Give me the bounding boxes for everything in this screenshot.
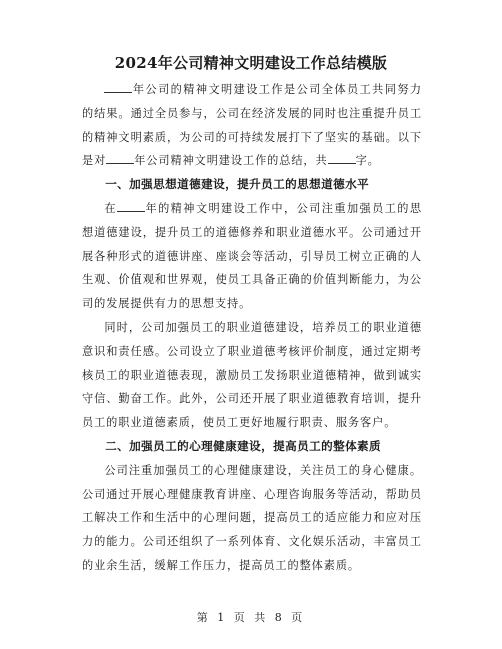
blank-line xyxy=(328,153,356,164)
section-1-paragraph-1 xyxy=(82,197,422,316)
section-1-p1-post: 年的精神文明建设工作中，公司注重加强员工的思想道德建设，提升员工的道德修养和职业道德水平。公司通过开展各种形式的道德讲座、座谈会等活动，引导员工树立正确的人生观、价值观和世界观，使员工具备正确的价值判断能力，为公司的发展提供有力的思想支持。 xyxy=(82,201,422,311)
section-1-heading: 一、加强思想道德建设，提升员工的思想道德水平 xyxy=(105,177,370,192)
section-1-paragraph-2: 同时，公司加强员工的职业道德建设，培养员工的职业道德意识和责任感。公司设立了职业道德考核评价制度，通过定期考核员工的职业道德表现，激励员工发扬职业道德精神，做到诚实守信、勤奋工作。此外，公司还开展了职业道德教育培训，提升员工的职业道德素质，使员工更好地履行职责、服务客户。 xyxy=(82,320,422,430)
section-1-p1-pre: 在 xyxy=(104,201,117,215)
blank-line xyxy=(106,153,134,164)
section-2-paragraph-1: 公司注重加强员工的心理健康建设，关注员工的身心健康。公司通过开展心理健康教育讲座、心理咨询服务等活动，帮助员工解决工作和生活中的心理问题，提高员工的适应能力和应对压力的能力。公司还组织了一系列体育、文化娱乐活动，丰富员工的业余生活，缓解工作压力，提高员工的整体素质。 xyxy=(82,463,422,572)
intro-text-3: 字。 xyxy=(355,154,380,168)
intro-text-1: 年公司的精神文明建设工作是公司全体员工共同努力的结果。通过全员参与，公司在经济发展的同时也注重提升员工的精神文明素质，为公司的可持续发展打下了坚实的基础。以下是对 xyxy=(82,83,422,168)
section-2-heading: 二、加强员工的心理健康建设，提高员工的整体素质 xyxy=(105,438,382,453)
blank-line xyxy=(104,82,132,93)
blank-line xyxy=(117,201,145,212)
intro-paragraph xyxy=(82,78,422,173)
document-title: 2024年公司精神文明建设工作总结模版 xyxy=(114,54,388,72)
document-body xyxy=(82,78,422,578)
intro-text-2: 年公司精神文明建设工作的总结，共 xyxy=(134,154,328,168)
page-footer: 第 1 页 共 8 页 xyxy=(196,611,306,624)
